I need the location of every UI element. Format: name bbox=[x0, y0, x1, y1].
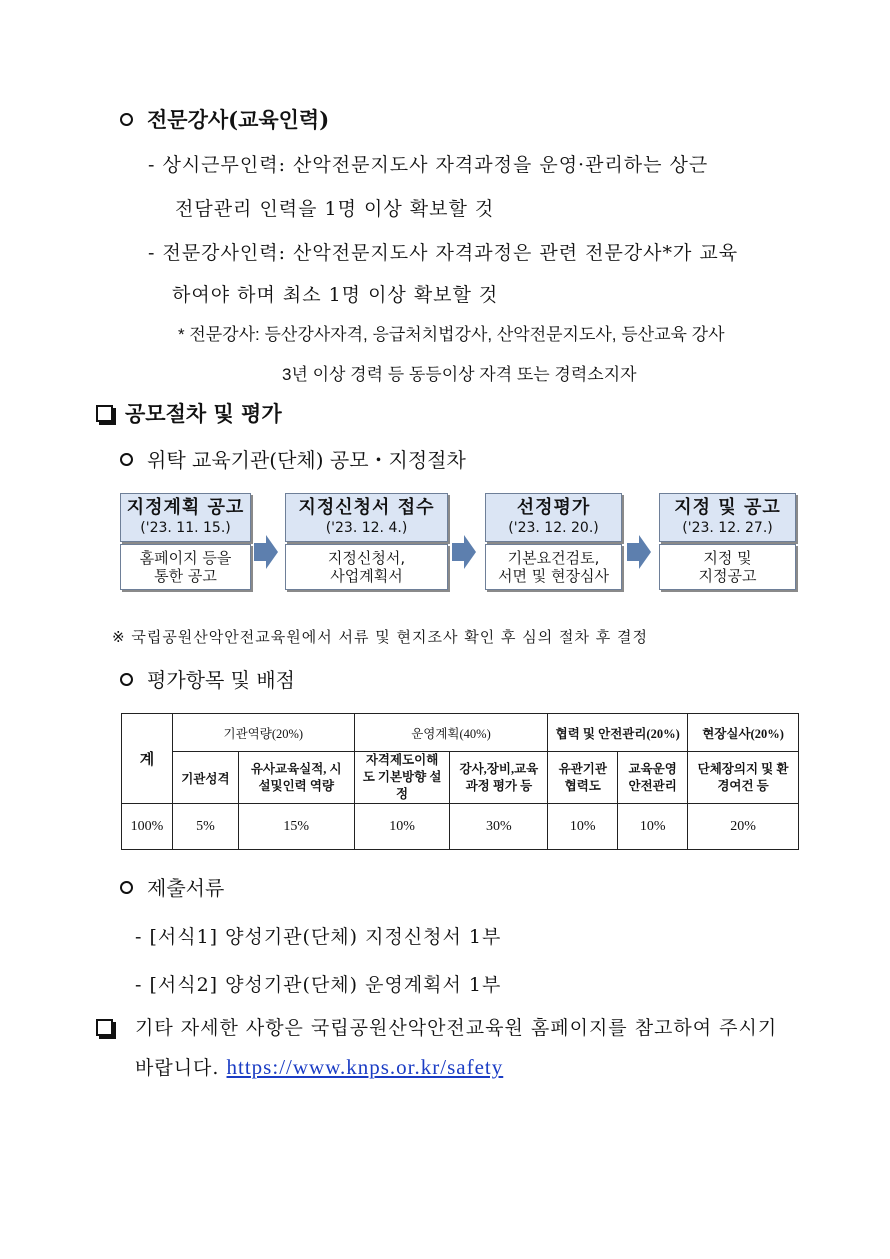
procedure-step-4 bbox=[659, 493, 796, 590]
etc-line1: 기타 자세한 사항은 국립공원산악안전교육원 홈페이지를 참고하여 주시기 bbox=[135, 1017, 778, 1039]
circle-bullet-icon bbox=[120, 113, 133, 126]
sub-header-cell: 강사,장비,교육 과정 평가 등 bbox=[450, 752, 548, 804]
step-title: 지정계획 공고 bbox=[126, 497, 245, 518]
sub-header-cell: 유사교육실적, 시설및인력 역량 bbox=[238, 752, 354, 804]
arrow-right-icon bbox=[627, 535, 651, 569]
table-value-row bbox=[122, 804, 799, 850]
sub-header-cell: 기관성격 bbox=[172, 752, 238, 804]
documents-title: 제출서류 bbox=[147, 876, 225, 900]
sub-header-cell: 단체장의지 및 환경여건 등 bbox=[688, 752, 799, 804]
sub-header-cell: 유관기관 협력도 bbox=[548, 752, 618, 804]
group-header-cell: 기관역량(20%) bbox=[172, 714, 354, 752]
documents-heading bbox=[120, 872, 224, 901]
evaluation-title: 평가항목 및 배점 bbox=[147, 668, 295, 692]
group-header-cell: 운영계획(40%) bbox=[354, 714, 548, 752]
sub-header-cell: 자격제도이해도 기본방향 설정 bbox=[354, 752, 450, 804]
step-description: 지정신청서, 사업계획서 bbox=[285, 544, 448, 590]
circle-bullet-icon bbox=[120, 673, 133, 686]
procedure-sub-heading bbox=[120, 444, 466, 473]
fulltime-staff-line1: - 상시근무인력: 산악전문지도사 자격과정을 운영·관리하는 상근 bbox=[148, 154, 709, 176]
instructor-section-heading bbox=[120, 104, 329, 134]
etc-line2: 바랍니다. bbox=[135, 1057, 220, 1079]
value-cell: 10% bbox=[354, 804, 450, 850]
procedure-section-title: 공모절차 및 평가 bbox=[125, 401, 282, 426]
value-cell: 10% bbox=[548, 804, 618, 850]
step-header bbox=[659, 493, 796, 542]
group-header-cell: 현장실사(20%) bbox=[688, 714, 799, 752]
step-header bbox=[120, 493, 251, 542]
step-date: ('23. 11. 15.) bbox=[140, 520, 231, 536]
step-date: ('23. 12. 20.) bbox=[508, 520, 599, 536]
value-cell: 15% bbox=[238, 804, 354, 850]
arrow-right-icon bbox=[452, 535, 476, 569]
procedure-step-2 bbox=[285, 493, 448, 590]
document-item-1: - [서식1] 양성기관(단체) 지정신청서 1부 bbox=[135, 926, 502, 948]
step-title: 선정평가 bbox=[516, 497, 591, 518]
step-title: 지정신청서 접수 bbox=[298, 497, 435, 518]
value-cell: 100% bbox=[122, 804, 173, 850]
value-cell: 30% bbox=[450, 804, 548, 850]
procedure-step-1 bbox=[120, 493, 251, 590]
value-cell: 5% bbox=[172, 804, 238, 850]
procedure-notice: ※ 국립공원산악안전교육원에서 서류 및 현지조사 확인 후 심의 절차 후 결정 bbox=[112, 628, 648, 646]
instructor-note-line1: * 전문강사: 등산강사자격, 응급처치법강사, 산악전문지도사, 등산교육 강사 bbox=[178, 325, 725, 344]
document-item-2: - [서식2] 양성기관(단체) 운영계획서 1부 bbox=[135, 974, 502, 996]
step-title: 지정 및 공고 bbox=[674, 497, 781, 518]
evaluation-heading bbox=[120, 664, 295, 693]
group-header-cell: 협력 및 안전관리(20%) bbox=[548, 714, 688, 752]
instructor-staff-line2: 하여야 하며 최소 1명 이상 확보할 것 bbox=[172, 284, 499, 306]
etc-line2-wrap bbox=[135, 1053, 503, 1080]
step-description: 기본요건검토, 서면 및 현장심사 bbox=[485, 544, 622, 590]
step-date: ('23. 12. 4.) bbox=[325, 520, 408, 536]
square-bullet-icon bbox=[96, 405, 113, 422]
sub-header-cell: 교육운영 안전관리 bbox=[618, 752, 688, 804]
value-cell: 10% bbox=[618, 804, 688, 850]
table-sub-header-row bbox=[122, 752, 799, 804]
procedure-step-3 bbox=[485, 493, 622, 590]
instructor-staff-line1: - 전문강사인력: 산악전문지도사 자격과정은 관련 전문강사*가 교육 bbox=[148, 242, 739, 264]
instructor-note-line2: 3년 이상 경력 등 동등이상 자격 또는 경력소지자 bbox=[282, 365, 637, 384]
circle-bullet-icon bbox=[120, 453, 133, 466]
safety-homepage-link[interactable]: https://www.knps.or.kr/safety bbox=[226, 1055, 504, 1079]
value-cell: 20% bbox=[688, 804, 799, 850]
evaluation-table bbox=[121, 713, 799, 850]
step-header bbox=[285, 493, 448, 542]
procedure-section-heading bbox=[96, 398, 282, 428]
etc-line1-wrap bbox=[96, 1013, 777, 1040]
table-group-header-row bbox=[122, 714, 799, 752]
circle-bullet-icon bbox=[120, 881, 133, 894]
total-header-cell: 계 bbox=[122, 714, 173, 804]
square-bullet-icon bbox=[96, 1019, 113, 1036]
instructor-section-title: 전문강사(교육인력) bbox=[147, 107, 330, 132]
step-description: 지정 및 지정공고 bbox=[659, 544, 796, 590]
procedure-sub-title: 위탁 교육기관(단체) 공모・지정절차 bbox=[147, 448, 466, 472]
step-description: 홈페이지 등을 통한 공고 bbox=[120, 544, 251, 590]
arrow-right-icon bbox=[254, 535, 278, 569]
step-header bbox=[485, 493, 622, 542]
step-date: ('23. 12. 27.) bbox=[682, 520, 773, 536]
fulltime-staff-line2: 전담관리 인력을 1명 이상 확보할 것 bbox=[175, 198, 495, 220]
